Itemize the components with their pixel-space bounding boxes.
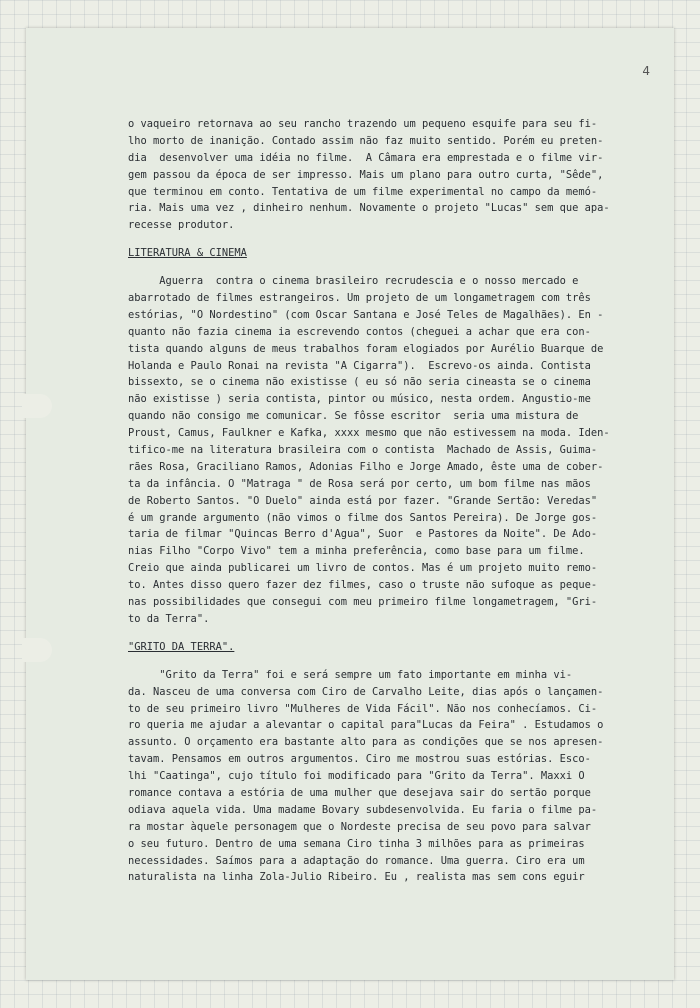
text-line: tavam. Pensamos em outros argumentos. Ciro me mostrou suas estórias. Esco- [128, 753, 591, 766]
text-line: ro queria me ajudar a alevantar o capital para"Lucas da Feira" . Estudamos o [128, 719, 604, 732]
punch-hole [22, 394, 52, 418]
text-line: lhi "Caatinga", cujo título foi modificado para "Grito da Terra". Maxxi O [128, 770, 585, 783]
paragraph-literatura [128, 273, 648, 628]
text-line: Proust, Camus, Faulkner e Kafka, xxxx mesmo que não estivessem na moda. Iden- [128, 427, 610, 440]
text-line: o seu futuro. Dentro de uma semana Ciro tinha 3 milhões para as primeiras [128, 837, 585, 850]
text-line: nias Filho "Corpo Vivo" tem a minha preferência, como base para um filme. [128, 545, 585, 558]
typed-page [26, 28, 674, 980]
text-line: odiava aquela vida. Uma madame Bovary subdesenvolvida. Eu faria o filme pa- [128, 803, 598, 816]
section-heading-grito: "GRITO DA TERRA". [128, 640, 235, 653]
text-line: romance contava a estória de uma mulher que desejava sair do sertão porque [128, 786, 591, 799]
text-line: bissexto, se o cinema não existisse ( eu só não seria cineasta se o cinema [128, 376, 591, 389]
punch-hole [22, 638, 52, 662]
text-line: dia desenvolver uma idéia no filme. A Câmara era emprestada e o filme vir- [128, 151, 604, 164]
text-line: que terminou em conto. Tentativa de um filme experimental no campo da memó- [128, 185, 598, 198]
text-line: recesse produtor. [128, 219, 235, 232]
text-line: Aguerra contra o cinema brasileiro recrudescia e o nosso mercado e [128, 275, 579, 288]
text-line: o vaqueiro retornava ao seu rancho trazendo um pequeno esquife para seu fi- [128, 118, 598, 130]
text-line: tifico-me na literatura brasileira com o contista Machado de Assis, Guima- [128, 444, 598, 457]
paragraph-intro [128, 116, 648, 234]
text-line: to de seu primeiro livro "Mulheres de Vida Fácil". Não nos conhecíamos. Ci- [128, 702, 598, 715]
text-line: ra mostar àquele personagem que o Nordeste precisa de seu povo para salvar [128, 820, 591, 833]
text-line: "Grito da Terra" foi e será sempre um fato importante em minha vi- [128, 668, 573, 681]
text-line: nas possibilidades que consegui com meu primeiro filme longametragem, "Gri- [128, 596, 598, 609]
text-line: abarrotado de filmes estrangeiros. Um projeto de um longametragem com três [128, 292, 591, 305]
text-line: Holanda e Paulo Ronai na revista "A Cigarra"). Escrevo-os ainda. Contista [128, 359, 591, 372]
text-line: Creio que ainda publicarei um livro de contos. Mas é um projeto muito remo- [128, 562, 598, 575]
text-line: de Roberto Santos. "O Duelo" ainda está por fazer. "Grande Sertão: Veredas" [128, 494, 598, 507]
text-line: naturalista na linha Zola-Julio Ribeiro. Eu , realista mas sem cons eguir [128, 871, 585, 884]
text-line: tista quando alguns de meus trabalhos foram elogiados por Aurélio Buarque de [128, 342, 604, 355]
text-line: to. Antes disso quero fazer dez filmes, caso o truste não sufoque as peque- [128, 579, 598, 592]
text-line: taria de filmar "Quincas Berro d'Agua", Suor e Pastores da Noite". De Ado- [128, 528, 598, 541]
text-line: lho morto de inanição. Contado assim não faz muito sentido. Porém eu preten- [128, 134, 604, 147]
text-line: to da Terra". [128, 612, 210, 625]
typed-text [128, 116, 648, 886]
text-line: da. Nasceu de uma conversa com Ciro de Carvalho Leite, dias após o lançamen- [128, 685, 604, 698]
section-heading-literatura: LITERATURA & CINEMA [128, 247, 247, 260]
text-line: quando não consigo me comunicar. Se fôsse escritor seria uma mistura de [128, 410, 579, 423]
text-line: ria. Mais uma vez , dinheiro nenhum. Novamente o projeto "Lucas" sem que apa- [128, 202, 610, 215]
text-line: rães Rosa, Graciliano Ramos, Adonias Filho e Jorge Amado, êste uma de cober- [128, 460, 604, 473]
paragraph-grito [128, 667, 648, 887]
text-line: gem passou da época de ser impresso. Mais um plano para outro curta, "Sêde", [128, 168, 604, 181]
text-line: é um grande argumento (não vimos o filme dos Santos Pereira). De Jorge gos- [128, 511, 598, 524]
page-number: 4 [642, 64, 650, 78]
text-line: estórias, "O Nordestino" (com Oscar Santana e José Teles de Magalhães). En - [128, 308, 604, 321]
text-line: ta da infância. O "Matraga " de Rosa será por certo, um bom filme nas mãos [128, 477, 591, 490]
text-line: quanto não fazia cinema ia escrevendo contos (cheguei a achar que era con- [128, 325, 591, 338]
text-line: necessidades. Saímos para a adaptação do romance. Uma guerra. Ciro era um [128, 854, 585, 867]
text-line: não existisse ) seria contista, pintor ou músico, nesta ordem. Angustio-me [128, 393, 591, 406]
text-line: assunto. O orçamento era bastante alto para as condições que se nos apresen- [128, 736, 604, 749]
